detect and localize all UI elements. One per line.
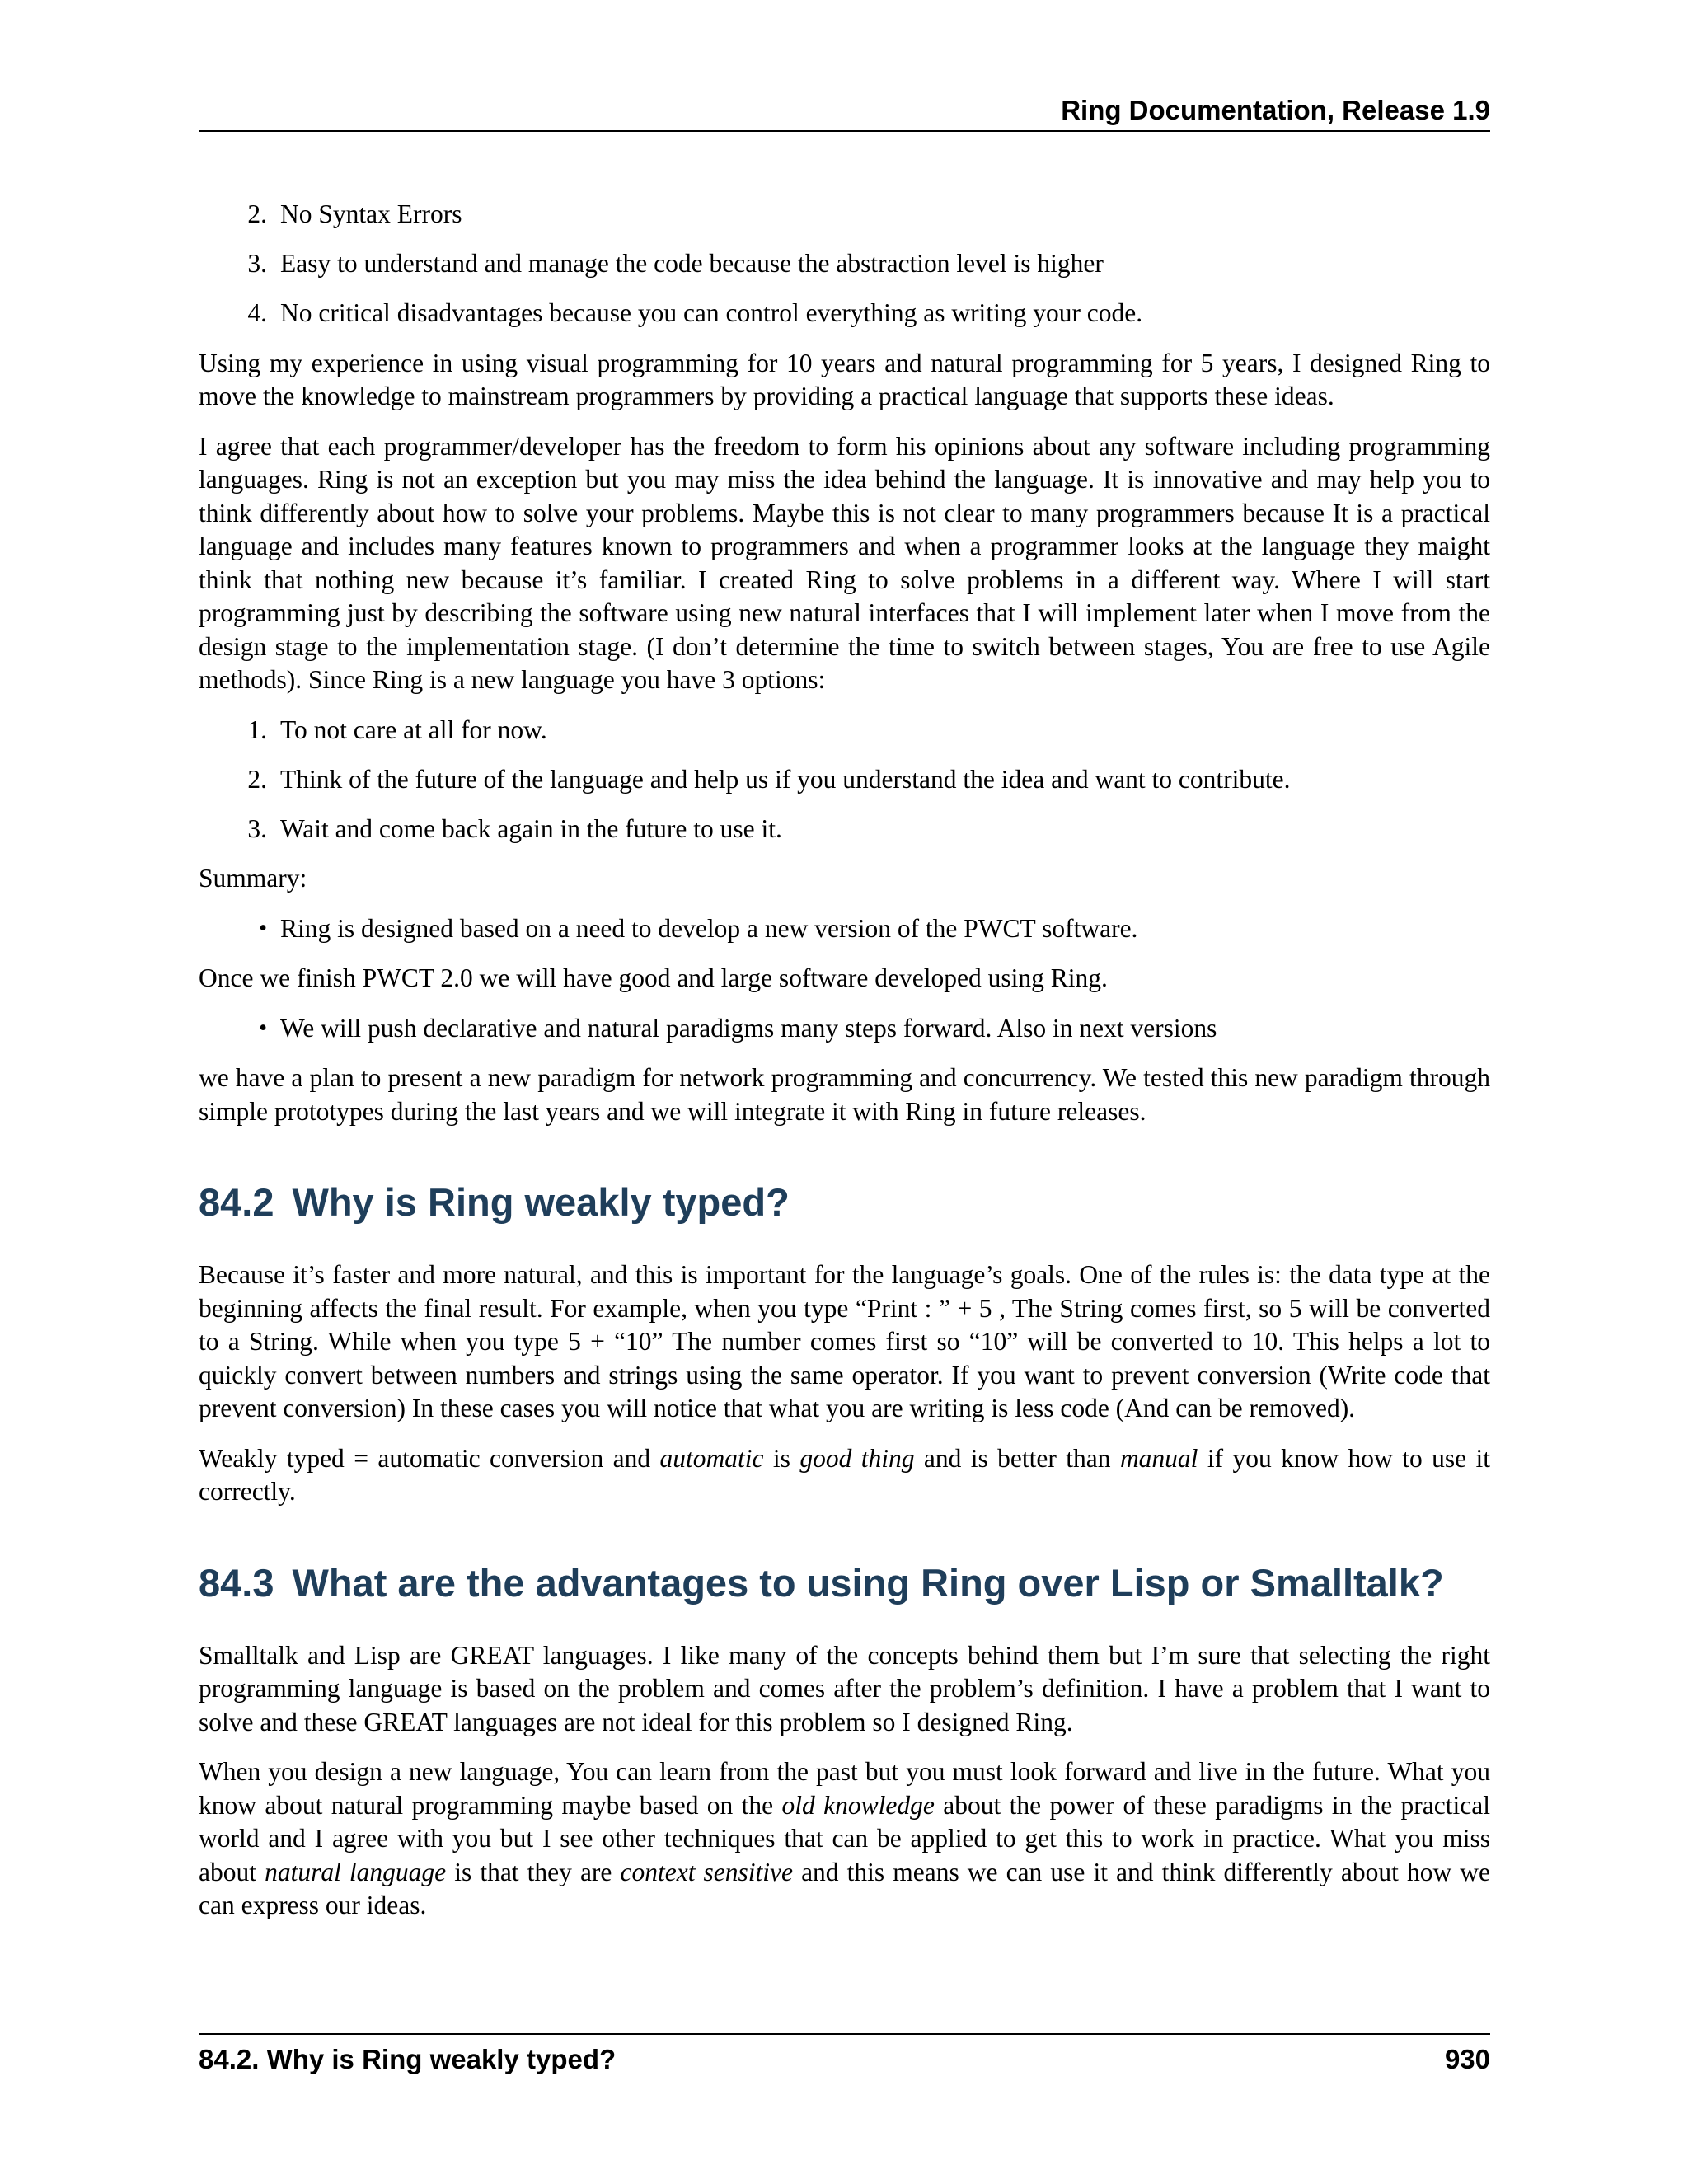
emphasis: manual — [1119, 1443, 1198, 1473]
list-item — [199, 813, 1490, 846]
page-number: 930 — [1444, 2044, 1490, 2074]
list-number: 2. — [247, 764, 267, 794]
page-content — [199, 198, 1490, 1939]
list-item-text: Wait and come back again in the future to use it. — [280, 813, 782, 843]
emphasis: context sensitive — [620, 1857, 793, 1886]
emphasis: natural language — [265, 1857, 447, 1886]
emphasis: good thing — [799, 1443, 915, 1473]
header-rule — [199, 130, 1490, 132]
emphasis: automatic — [659, 1443, 764, 1473]
list-item-text: Easy to understand and manage the code because the abstraction level is higher — [280, 249, 1104, 278]
paragraph: Using my experience in using visual programming for 10 years and natural programming for 5 years, I designed Ring to move the knowledge to mainstream programmers by providing a practical language that supports these ideas. — [199, 348, 1490, 410]
section-heading-84-2 — [199, 1179, 1490, 1226]
footer-section: 84.2. Why is Ring weakly typed? — [199, 2044, 617, 2074]
list-item — [199, 198, 1490, 232]
advantages-list — [199, 198, 1490, 330]
list-item — [199, 763, 1490, 797]
list-item — [199, 247, 1490, 281]
options-list — [199, 714, 1490, 846]
list-item — [199, 297, 1490, 330]
section-title: Why is Ring weakly typed? — [292, 1180, 790, 1224]
summary-bullet-list — [199, 912, 1490, 946]
list-item — [199, 1012, 1490, 1046]
list-item-text: Think of the future of the language and help us if you understand the idea and want to contribute. — [280, 764, 1291, 794]
list-item — [199, 714, 1490, 748]
paragraph: Once we finish PWCT 2.0 we will have good and large software developed using Ring. — [199, 963, 1108, 992]
bullet-icon: • — [259, 915, 267, 941]
paragraph: we have a plan to present a new paradigm for network programming and concurrency. We tested this new paradigm through simple prototypes during the last years and we will integrate it with Ring in future releases. — [199, 1063, 1490, 1126]
list-number: 4. — [247, 298, 267, 327]
running-header: Ring Documentation, Release 1.9 — [1061, 95, 1490, 125]
paragraph: I agree that each programmer/developer has the freedom to form his opinions about any software including programming languages. Ring is not an exception but you may miss the idea behind the language. It is innovative and may help you to think differently about how to solve your problems. Maybe this is not clear to many programmers because It is a practical language and includes many features known to programmers and when a programmer looks at the language they maight think that nothing new because it’s familiar. I created Ring to solve problems in a different way. Where I will start programming just by describing the software using new natural interfaces that I will implement later when I move from the design stage to the implementation stage. (I don’t determine the time to switch between stages, You are free to use Agile methods). Since Ring is a new language you have 3 options: — [199, 431, 1490, 694]
list-item-text: No Syntax Errors — [280, 199, 462, 228]
list-item-text: No critical disadvantages because you can control everything as writing your code. — [280, 298, 1143, 327]
list-item-text: Ring is designed based on a need to develop a new version of the PWCT software. — [280, 913, 1138, 943]
summary-bullet-list — [199, 1012, 1490, 1046]
section-number: 84.2 — [199, 1180, 274, 1224]
list-item-text: We will push declarative and natural paradigms many steps forward. Also in next versions — [280, 1013, 1217, 1043]
bullet-icon: • — [259, 1015, 267, 1041]
running-footer — [199, 2041, 1490, 2078]
list-item-text: To not care at all for now. — [280, 715, 547, 744]
section-number: 84.3 — [199, 1560, 274, 1605]
list-number: 2. — [247, 199, 267, 228]
paragraph: Weakly typed = automatic conversion and automatic is good thing and is better than manual if you know how to use it correctly. — [199, 1443, 1490, 1506]
list-number: 1. — [247, 715, 267, 744]
list-item — [199, 912, 1490, 946]
paragraph: Because it’s faster and more natural, and this is important for the language’s goals. One of the rules is: the data type at the beginning affects the final result. For example, when you type “Print : ” + 5 , The String comes first, so 5 will be converted to a String. While when you type 5 + “10” The number comes first so “10” will be converted to 10. This helps a lot to quickly convert between numbers and strings using the same operator. If you want to prevent conversion (Write code that prevent conversion) In these cases you will notice that what you are writing is less code (And can be removed). — [199, 1260, 1490, 1422]
list-number: 3. — [247, 249, 267, 278]
emphasis: old knowledge — [781, 1790, 935, 1820]
paragraph: Smalltalk and Lisp are GREAT languages. I like many of the concepts behind them but I’m sure that selecting the right programming language is based on the problem and comes after the problem’s definition. I have a problem that I want to solve and these GREAT languages are not ideal for this problem so I designed Ring. — [199, 1640, 1490, 1736]
footer-rule — [199, 2033, 1490, 2035]
section-heading-84-3 — [199, 1560, 1490, 1606]
summary-label: Summary: — [199, 864, 307, 893]
paragraph: When you design a new language, You can learn from the past but you must look forward and live in the future. What you know about natural programming maybe based on the old knowledge about the power of these paradigms in the practical world and I agree with you but I see other techniques that can be applied to get this to work in practice. What you miss about natural language is that they are context sensitive and this means we can use it and think differently about how we can express our ideas. — [199, 1757, 1491, 1919]
section-title: What are the advantages to using Ring over Lisp or Smalltalk? — [292, 1560, 1444, 1605]
list-number: 3. — [247, 813, 267, 843]
